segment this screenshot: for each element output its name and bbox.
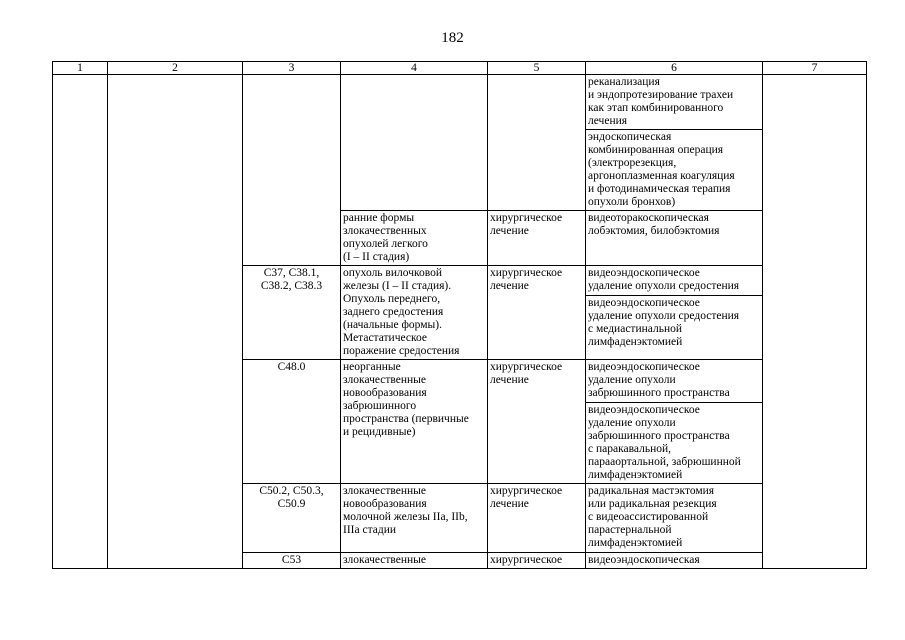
col7-cell: [763, 75, 867, 569]
header-cell-5: 5: [488, 62, 586, 75]
treatment-cell: хирургическое лечение: [488, 266, 586, 360]
treatment-cell: хирургическое лечение: [488, 484, 586, 553]
method-cell: видеоэндоскопическое удаление опухоли забрюшинного пространства: [586, 360, 763, 403]
codes-cell: [243, 75, 341, 266]
codes-cell: С37, С38.1, С38.2, С38.3: [243, 266, 341, 360]
treatment-cell: [488, 75, 586, 211]
method-cell: видеоэндоскопическое удаление опухоли забрюшинного пространства с паракавальной, парааортальной, забрюшинной лимфаденэктомией: [586, 403, 763, 484]
method-cell: видеоторакоскопическая лобэктомия, билобэктомия: [586, 211, 763, 266]
col1-cell: [53, 75, 108, 569]
page-number: 182: [441, 30, 464, 46]
method-cell: реканализация и эндопротезирование трахеи как этап комбинированного лечения: [586, 75, 763, 130]
codes-cell: С53: [243, 553, 341, 569]
header-cell-4: 4: [341, 62, 488, 75]
medical-procedures-table: [52, 61, 867, 569]
method-cell: видеоэндоскопическое удаление опухоли средостения: [586, 266, 763, 296]
method-cell: видеоэндоскопическая: [586, 553, 763, 569]
method-cell: видеоэндоскопическое удаление опухоли средостения с медиастинальной лимфаденэктомией: [586, 296, 763, 360]
method-cell: радикальная мастэктомия или радикальная резекция с видеоассистированной парастернальной лимфаденэктомией: [586, 484, 763, 553]
diagnosis-cell: [341, 75, 488, 211]
table-row: [53, 75, 867, 130]
header-cell-7: 7: [763, 62, 867, 75]
method-cell: эндоскопическая комбинированная операция (электрорезекция, аргоноплазменная коагуляция и фотодинамическая терапия опухоли бронхов): [586, 130, 763, 211]
treatment-cell: хирургическое лечение: [488, 360, 586, 484]
codes-cell: С50.2, С50.3, С50.9: [243, 484, 341, 553]
treatment-cell: хирургическое лечение: [488, 211, 586, 266]
treatment-cell: хирургическое: [488, 553, 586, 569]
header-cell-1: 1: [53, 62, 108, 75]
col2-cell: [108, 75, 243, 569]
diagnosis-cell: ранние формы злокачественных опухолей легкого (I – II стадия): [341, 211, 488, 266]
diagnosis-cell: неорганные злокачественные новообразования забрюшинного пространства (первичные и рецидивные): [341, 360, 488, 484]
header-cell-2: 2: [108, 62, 243, 75]
diagnosis-cell: злокачественные новообразования молочной железы IIa, IIb, IIIa стадии: [341, 484, 488, 553]
diagnosis-cell: опухоль вилочковой железы (I – II стадия). Опухоль переднего, заднего средостения (начальные формы). Метастатическое поражение средостения: [341, 266, 488, 360]
header-cell-3: 3: [243, 62, 341, 75]
codes-cell: С48.0: [243, 360, 341, 484]
header-row: [53, 62, 867, 75]
diagnosis-cell: злокачественные: [341, 553, 488, 569]
header-cell-6: 6: [586, 62, 763, 75]
